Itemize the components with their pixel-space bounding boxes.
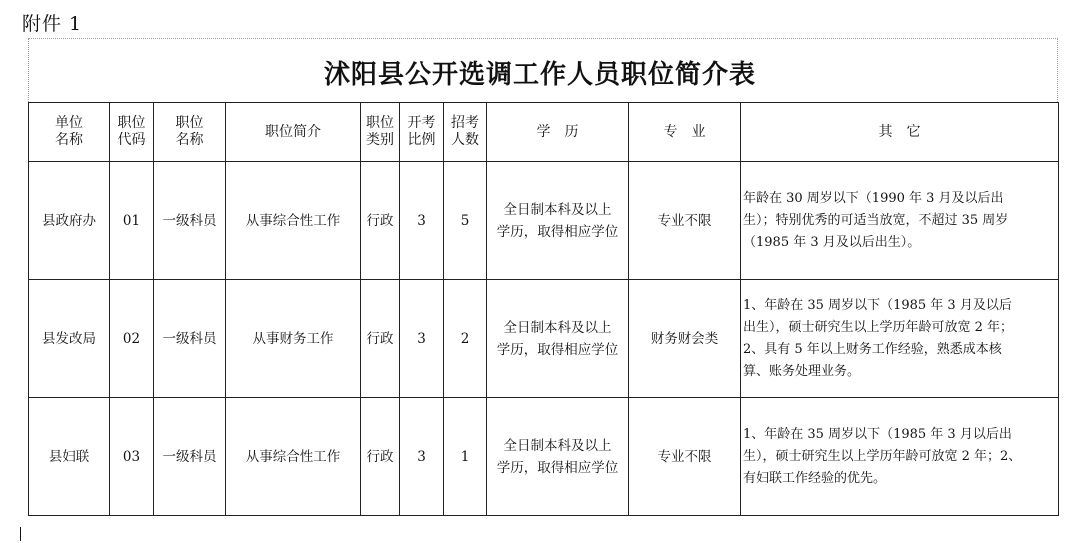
- cell-exam-ratio: 3: [400, 280, 444, 398]
- positions-table: [28, 102, 1059, 516]
- header-position-name: 职位 名称: [154, 103, 226, 162]
- header-position-type: 职位 类别: [361, 103, 400, 162]
- cell-major: 专业不限: [629, 162, 741, 280]
- cell-unit-name: 县政府办: [29, 162, 110, 280]
- cell-position-type: 行政: [361, 280, 400, 398]
- table-row: [29, 398, 1059, 516]
- header-other: 其 它: [741, 103, 1059, 162]
- cell-exam-ratio: 3: [400, 398, 444, 516]
- cell-other: 1、年龄在 35 周岁以下（1985 年 3 月及以后 出生），硕士研究生以上学历年龄可放宽 2 年； 2、具有 5 年以上财务工作经验，熟悉成本核 算、账务处理业务。: [741, 280, 1059, 398]
- cell-position-intro: 从事综合性工作: [226, 162, 361, 280]
- cell-unit-name: 县妇联: [29, 398, 110, 516]
- cell-position-name: 一级科员: [154, 162, 226, 280]
- header-exam-ratio: 开考 比例: [400, 103, 444, 162]
- attachment-label: 附件 1: [22, 13, 83, 35]
- table-header-row: [29, 103, 1059, 162]
- header-education: 学 历: [487, 103, 629, 162]
- text-cursor: [20, 527, 21, 541]
- cell-other: 年龄在 30 周岁以下（1990 年 3 月及以后出 生）；特别优秀的可适当放宽，不超过 35 周岁 （1985 年 3 月及以后出生）。: [741, 162, 1059, 280]
- cell-other: 1、年龄在 35 周岁以下（1985 年 3 月以后出 生），硕士研究生以上学历年龄可放宽 2 年；2、 有妇联工作经验的优先。: [741, 398, 1059, 516]
- cell-position-code: 02: [110, 280, 154, 398]
- cell-recruit-count: 2: [444, 280, 487, 398]
- cell-major: 专业不限: [629, 398, 741, 516]
- header-position-intro: 职位简介: [226, 103, 361, 162]
- cell-position-name: 一级科员: [154, 280, 226, 398]
- header-unit-name: 单位 名称: [29, 103, 110, 162]
- cell-position-intro: 从事综合性工作: [226, 398, 361, 516]
- cell-recruit-count: 5: [444, 162, 487, 280]
- cell-education: 全日制本科及以上 学历，取得相应学位: [487, 398, 629, 516]
- header-position-code: 职位 代码: [110, 103, 154, 162]
- header-major: 专 业: [629, 103, 741, 162]
- cell-education: 全日制本科及以上 学历，取得相应学位: [487, 162, 629, 280]
- cell-major: 财务财会类: [629, 280, 741, 398]
- table-row: [29, 280, 1059, 398]
- table-row: [29, 162, 1059, 280]
- page-title: 沭阳县公开选调工作人员职位简介表: [323, 60, 756, 90]
- cell-education: 全日制本科及以上 学历，取得相应学位: [487, 280, 629, 398]
- cell-position-type: 行政: [361, 398, 400, 516]
- header-recruit-count: 招考 人数: [444, 103, 487, 162]
- cell-position-intro: 从事财务工作: [226, 280, 361, 398]
- cell-position-code: 03: [110, 398, 154, 516]
- cell-exam-ratio: 3: [400, 162, 444, 280]
- cell-position-type: 行政: [361, 162, 400, 280]
- cell-position-name: 一级科员: [154, 398, 226, 516]
- cell-unit-name: 县发改局: [29, 280, 110, 398]
- cell-position-code: 01: [110, 162, 154, 280]
- cell-recruit-count: 1: [444, 398, 487, 516]
